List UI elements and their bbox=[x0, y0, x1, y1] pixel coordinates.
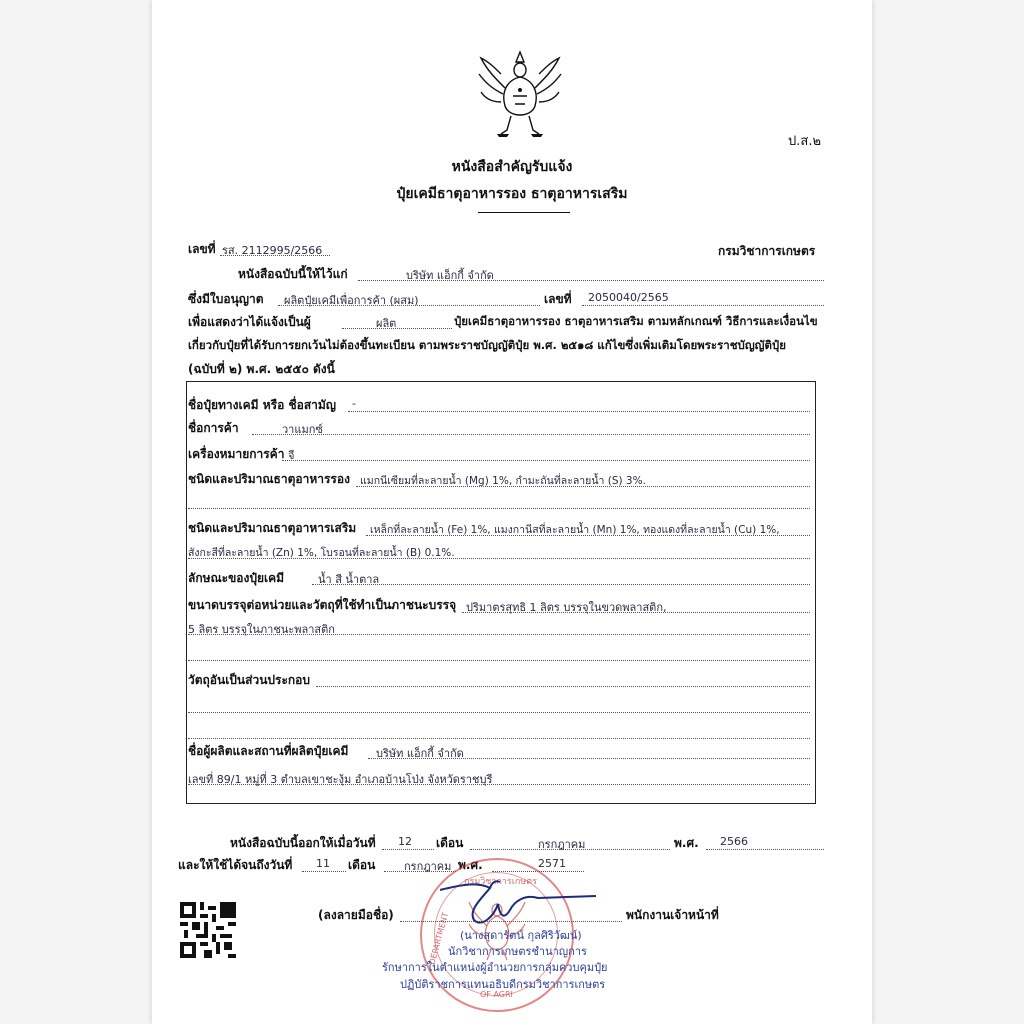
chem-name: - bbox=[352, 397, 356, 410]
certificate-page bbox=[152, 0, 872, 1024]
characteristics-label: ลักษณะของปุ๋ยเคมี bbox=[188, 571, 285, 585]
stamp-text-top: กรมวิชาการเกษตร bbox=[464, 877, 537, 887]
license-label: ซึ่งมีใบอนุญาต bbox=[188, 292, 264, 306]
notify-label: เพื่อแสดงว่าได้แจ้งเป็นผู้ bbox=[188, 315, 311, 329]
signer-position-2: รักษาการในตำแหน่งผู้อำนวยการกลุ่มควบคุมปุ๋ย bbox=[382, 961, 608, 974]
trademark-label: เครื่องหมายการค้า bbox=[188, 447, 285, 461]
characteristics: น้ำ สี น้ำตาล bbox=[318, 573, 380, 586]
packaging-2: 5 ลิตร บรรจุในภาชนะพลาสติก bbox=[188, 623, 335, 636]
license-type: ผลิตปุ๋ยเคมีเพื่อการค้า (ผสม) bbox=[284, 294, 419, 307]
maker-label: ชื่อผู้ผลิตและสถานที่ผลิตปุ๋ยเคมี bbox=[188, 744, 349, 758]
valid-month: กรกฎาคม bbox=[404, 860, 452, 873]
para-2: เกี่ยวกับปุ๋ยที่ได้รับการยกเว้นไม่ต้องขึ้นทะเบียน ตามพระราชบัญญัติปุ๋ย พ.ศ. ๒๕๑๘ แก้ไขซึ่งเพิ่มเติมโดยพระราชบัญญัติปุ๋ย bbox=[188, 338, 786, 352]
form-code: ป.ส.๒ bbox=[788, 134, 822, 149]
issued-month: กรกฎาคม bbox=[538, 838, 586, 851]
signer-position-1: นักวิชาการเกษตรชำนาญการ bbox=[448, 945, 587, 958]
valid-year: 2571 bbox=[538, 857, 566, 870]
stamp-text-left: DEPARTMENT bbox=[427, 911, 451, 966]
qr-code-icon bbox=[180, 902, 236, 958]
trademark: จี bbox=[288, 449, 295, 462]
license-no: 2050040/2565 bbox=[588, 291, 669, 304]
redaction-1 bbox=[318, 672, 792, 686]
valid-date-label: และให้ใช้ได้จนถึงวันที่ bbox=[178, 858, 293, 872]
chem-name-label: ชื่อปุ๋ยทางเคมี หรือ ชื่อสามัญ bbox=[188, 398, 337, 412]
micro-nutrients-2: สังกะสีที่ละลายน้ำ (Zn) 1%, โบรอนที่ละลายน้ำ (B) 0.1%. bbox=[188, 547, 455, 559]
issued-date-label: หนังสือฉบับนี้ออกให้เมื่อวันที่ bbox=[230, 836, 376, 850]
maker-name: บริษัท แอ็กกี้ จำกัด bbox=[376, 747, 464, 760]
sign-label: (ลงลายมือชื่อ) bbox=[318, 908, 394, 922]
micro-nutrients-label: ชนิดและปริมาณธาตุอาหารเสริม bbox=[188, 521, 357, 535]
doc-number-label: เลขที่ bbox=[188, 242, 216, 256]
secondary-nutrients: แมกนีเซียมที่ละลายน้ำ (Mg) 1%, กำมะถันที่ละลายน้ำ (S) 3%. bbox=[360, 475, 646, 487]
valid-month-label: เดือน bbox=[348, 858, 376, 872]
doc-title: หนังสือสำคัญรับแจ้ง bbox=[451, 159, 573, 175]
trade-name-label: ชื่อการค้า bbox=[188, 421, 239, 435]
valid-year-label: พ.ศ. bbox=[458, 858, 483, 872]
stamp-text-bottom: OF AGRI bbox=[480, 990, 513, 999]
license-no-label: เลขที่ bbox=[544, 292, 572, 306]
doc-subtitle: ปุ๋ยเคมีธาตุอาหารรอง ธาตุอาหารเสริม bbox=[396, 186, 628, 202]
micro-nutrients-1: เหล็กที่ละลายน้ำ (Fe) 1%, แมงกานีสที่ละลายน้ำ (Mn) 1%, ทองแดงที่ละลายน้ำ (Cu) 1%, bbox=[370, 524, 780, 536]
valid-day: 11 bbox=[316, 857, 330, 870]
issued-month-label: เดือน bbox=[436, 836, 464, 850]
issued-day: 12 bbox=[398, 835, 412, 848]
packaging-label: ขนาดบรรจุต่อหน่วยและวัตถุที่ใช้ทำเป็นภาชนะบรรจุ bbox=[188, 598, 457, 612]
title-underline bbox=[478, 212, 570, 213]
notify-role: ผลิต bbox=[376, 317, 397, 330]
garuda-emblem-icon bbox=[477, 44, 563, 140]
issued-year-label: พ.ศ. bbox=[674, 836, 699, 850]
ingredients-label: วัตถุอันเป็นส่วนประกอบ bbox=[188, 673, 310, 687]
issued-year: 2566 bbox=[720, 835, 748, 848]
issued-to: บริษัท แอ็กกี้ จำกัด bbox=[406, 269, 494, 282]
redaction-2 bbox=[188, 696, 800, 712]
para-3: (ฉบับที่ ๒) พ.ศ. ๒๕๕๐ ดังนี้ bbox=[188, 362, 335, 376]
trade-name: วาแมกซ์ bbox=[282, 423, 323, 436]
doc-number: รส. 2112995/2566 bbox=[222, 244, 323, 257]
department: กรมวิชาการเกษตร bbox=[718, 244, 816, 258]
packaging-1: ปริมาตรสุทธิ 1 ลิตร บรรจุในขวดพลาสติก, bbox=[466, 601, 667, 614]
maker-address: เลขที่ 89/1 หมู่ที่ 3 ตำบลเขาชะงุ้ม อำเภอบ้านโป่ง จังหวัดราชบุรี bbox=[188, 773, 493, 786]
issued-to-label: หนังสือฉบับนี้ให้ไว้แก่ bbox=[238, 267, 348, 281]
signer-name: (นางสุดารัตน์ กุลศิริวัฒน์) bbox=[460, 929, 582, 942]
secondary-nutrients-label: ชนิดและปริมาณธาตุอาหารรอง bbox=[188, 472, 350, 486]
signer-position-3: ปฏิบัติราชการแทนอธิบดีกรมวิชาการเกษตร bbox=[400, 978, 606, 991]
para-1: ปุ๋ยเคมีธาตุอาหารรอง ธาตุอาหารเสริม ตามหลักเกณฑ์ วิธีการและเงื่อนไข bbox=[454, 314, 818, 328]
officer-label: พนักงานเจ้าหน้าที่ bbox=[626, 908, 719, 922]
